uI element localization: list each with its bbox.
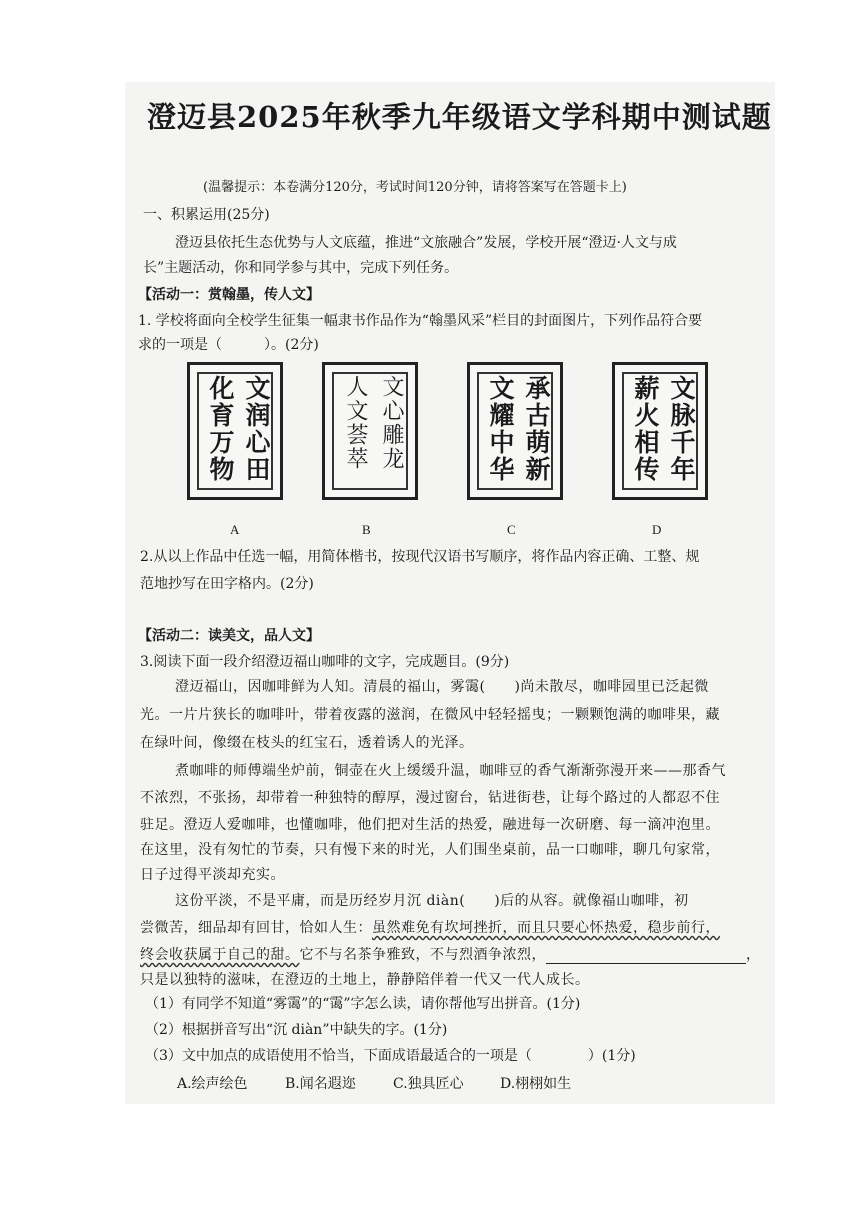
option-d-right-column: 文脉千年: [667, 375, 696, 483]
passage-p1-line-3: 在绿叶间，像缀在枝头的红宝石，透着诱人的光泽。: [140, 735, 474, 751]
passage-p2-line-3: 驻足。澄迈人爱咖啡，也懂咖啡，他们把对生活的热爱，融进每一次研磨、每一滴冲泡里。: [140, 817, 720, 833]
passage-p2-line-5: 日子过得平淡却充实。: [140, 867, 285, 883]
passage-p3-line-1: 这份平淡，不是平庸，而是历经岁月沉 diàn( )后的从容。就像福山咖啡，初: [175, 893, 689, 909]
calligraphy-option-c: [467, 362, 563, 500]
option-a-left-column: 化育万物: [206, 375, 235, 483]
passage-p1-line-1: 澄迈福山，因咖啡鲜为人知。清晨的福山，雾霭( )尚未散尽，咖啡园里已泛起微: [175, 679, 709, 695]
passage-p2-line-2: 不浓烈，不张扬，却带着一种独特的醇厚，漫过窗台，钻进街巷，让每个路过的人都忍不住: [140, 790, 720, 806]
passage-p3-line-2-start: 尝微苦，细品却有回甘，恰如人生：: [140, 920, 372, 936]
passage-p3-line-3: 终会收获属于自己的甜。它不与名茶争雅致，不与烈酒争浓烈， ，: [140, 947, 761, 963]
option-c-label: C: [507, 522, 516, 537]
passage-p2-line-1: 煮咖啡的师傅端坐炉前，铜壶在火上缓缓升温，咖啡豆的香气渐渐弥漫开来——那香气: [175, 763, 726, 779]
calligraphy-option-b: [322, 362, 418, 500]
passage-p3-line-2: [140, 919, 720, 937]
question-3-prompt: 3.阅读下面一段介绍澄迈福山咖啡的文字，完成题目。(9分): [140, 654, 510, 670]
option-d-label: D: [652, 522, 662, 537]
choice-c: C.独具匠心: [393, 1076, 464, 1092]
option-b-left-column: 人文荟萃: [343, 375, 368, 471]
marked-sentence-part-1: 虽然难免有坎坷挫折，而且只要心怀热爱，稳步前行，: [372, 920, 720, 936]
choice-d: D.栩栩如生: [500, 1076, 572, 1092]
sub-question-2: （2）根据拼音写出“沉 diàn”中缺失的字。(1分): [145, 1022, 448, 1038]
passage-p2-line-4: 在这里，没有匆忙的节奏，只有慢下来的时光，人们围坐桌前，品一口咖啡，聊几句家常，: [140, 842, 720, 858]
question-1-line-1: 1. 学校将面向全校学生征集一幅隶书作品作为“翰墨风采”栏目的封面图片，下列作品符合要: [138, 313, 703, 329]
question-2-line-1: 2.从以上作品中任选一幅，用简体楷书，按现代汉语书写顺序，将作品内容正确、工整、规: [140, 549, 700, 565]
sub-question-1: （1）有同学不知道“雾霭”的“霭”字怎么读，请你帮他写出拼音。(1分): [145, 996, 581, 1012]
notice-text: (温馨提示：本卷满分120分，考试时间120分钟，请将答案写在答题卡上): [203, 180, 627, 195]
option-b-label: B: [362, 522, 371, 537]
activity-2-heading: 【活动二：读美文，品人文】: [138, 628, 320, 644]
exam-title: 澄迈县2025年秋季九年级语文学科期中测试题: [147, 100, 772, 134]
choice-b: B.闻名遐迩: [285, 1076, 356, 1092]
intro-line-2: 长”主题活动，你和同学参与其中，完成下列任务。: [143, 260, 459, 276]
activity-1-heading: 【活动一：赏翰墨，传人文】: [138, 287, 320, 303]
section-heading-1: 一、积累运用(25分): [143, 207, 270, 223]
option-d-left-column: 薪火相传: [631, 375, 660, 483]
sub-question-3: （3）文中加点的成语使用不恰当，下面成语最适合的一项是（ ）(1分): [145, 1048, 636, 1064]
marked-sentence-part-2: 终会收获属于自己的甜。: [140, 947, 300, 963]
fill-in-blank[interactable]: [546, 949, 746, 964]
calligraphy-option-a: [187, 362, 283, 500]
exam-sheet: [125, 82, 775, 1104]
option-a-label: A: [230, 522, 240, 537]
option-a-right-column: 文润心田: [242, 375, 271, 483]
option-c-left-column: 文耀中华: [486, 375, 515, 483]
choice-a: A.绘声绘色: [177, 1076, 248, 1092]
intro-line-1: 澄迈县依托生态优势与人文底蕴，推进“文旅融合”发展，学校开展“澄迈·人文与成: [175, 235, 677, 251]
passage-p1-line-2: 光。一片片狭长的咖啡叶，带着夜露的滋润，在微风中轻轻摇曳；一颗颗饱满的咖啡果，藏: [140, 707, 720, 723]
passage-p3-line-3-rest: 它不与名茶争雅致，不与烈酒争浓烈，: [299, 947, 546, 963]
option-c-right-column: 承古萌新: [522, 375, 551, 483]
passage-p3-line-4: 只是以独特的滋味，在澄迈的土地上，静静陪伴着一代又一代人成长。: [140, 972, 590, 988]
question-1-line-2: 求的一项是（ ）。(2分): [138, 337, 319, 353]
calligraphy-option-d: [612, 362, 708, 500]
question-2-line-2: 范地抄写在田字格内。(2分): [140, 576, 314, 592]
option-b-right-column: 文心雕龙: [379, 375, 404, 471]
